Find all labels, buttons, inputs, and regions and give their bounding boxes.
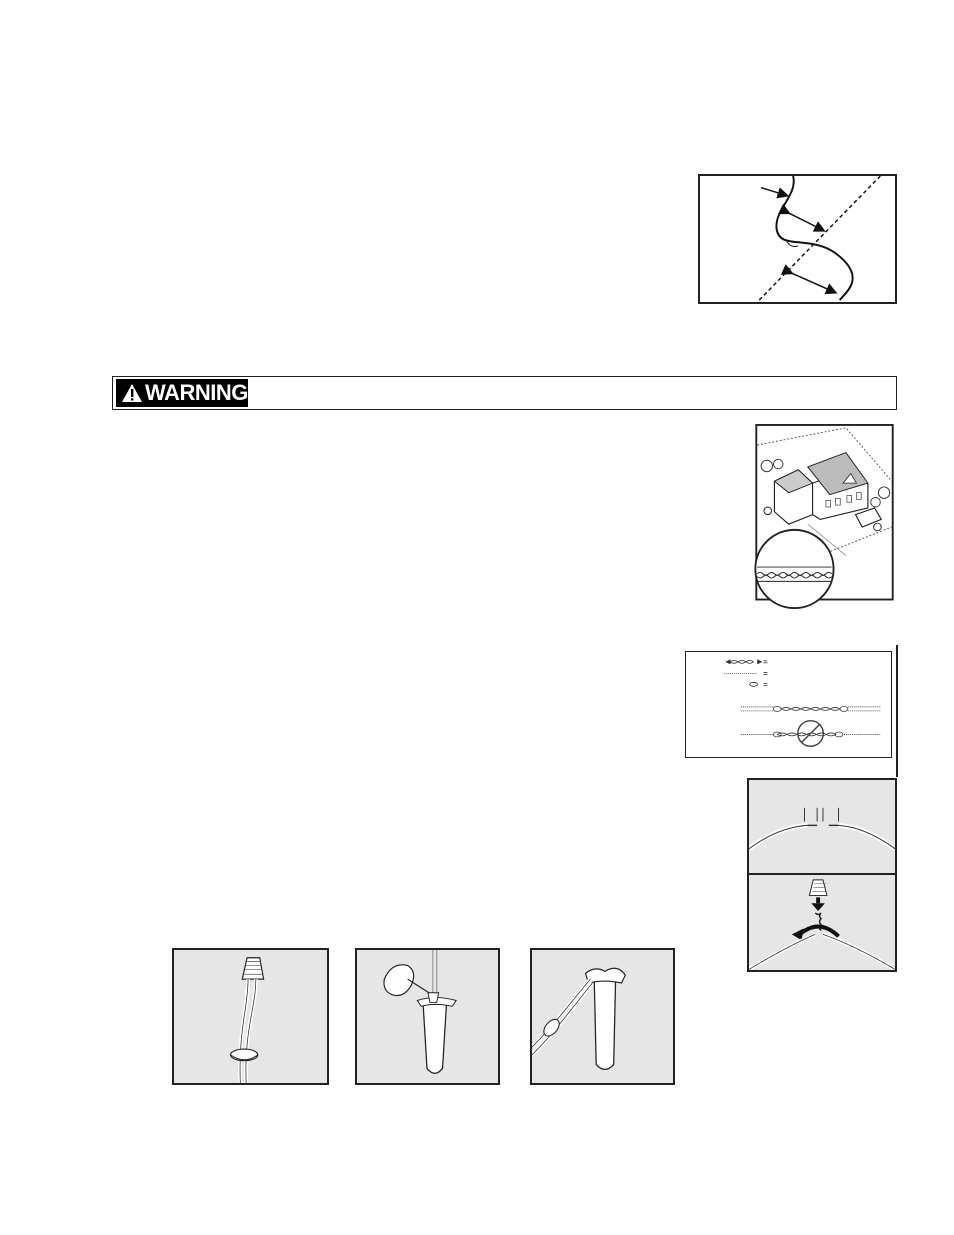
warning-badge [116,379,248,407]
boundary-wire-curve-figure [698,174,897,304]
wire-knot [231,1049,258,1061]
zoom-circle [755,530,833,608]
down-arrow-icon [811,903,825,911]
section-rule [896,645,898,777]
waterproof-capsule-icon [357,950,498,1083]
twisted-wire-symbols [686,652,891,757]
transmitter-marker [764,507,772,515]
capsule-fill-figure [355,948,500,1085]
wire-nut-knot-figure [172,948,329,1085]
warning-label: WARNING [145,380,248,405]
wire-nut-icon [809,880,827,896]
twist-arrow-icon [798,927,839,937]
loop-marker [874,523,882,531]
wire-distance-diagram [700,176,895,302]
wire-nut-icon [174,950,327,1083]
yard-installation-figure [752,424,897,610]
capsule-sealed-figure [530,948,675,1085]
wire-nut-splice [749,780,895,970]
warning-triangle-icon [121,383,143,403]
house-yard-loop-zoom [752,424,897,610]
sealed-capsule-icon [532,950,673,1083]
splice-steps-figure [747,778,897,972]
warning-bar [112,376,897,410]
twisted-wire-legend-figure [685,651,892,758]
